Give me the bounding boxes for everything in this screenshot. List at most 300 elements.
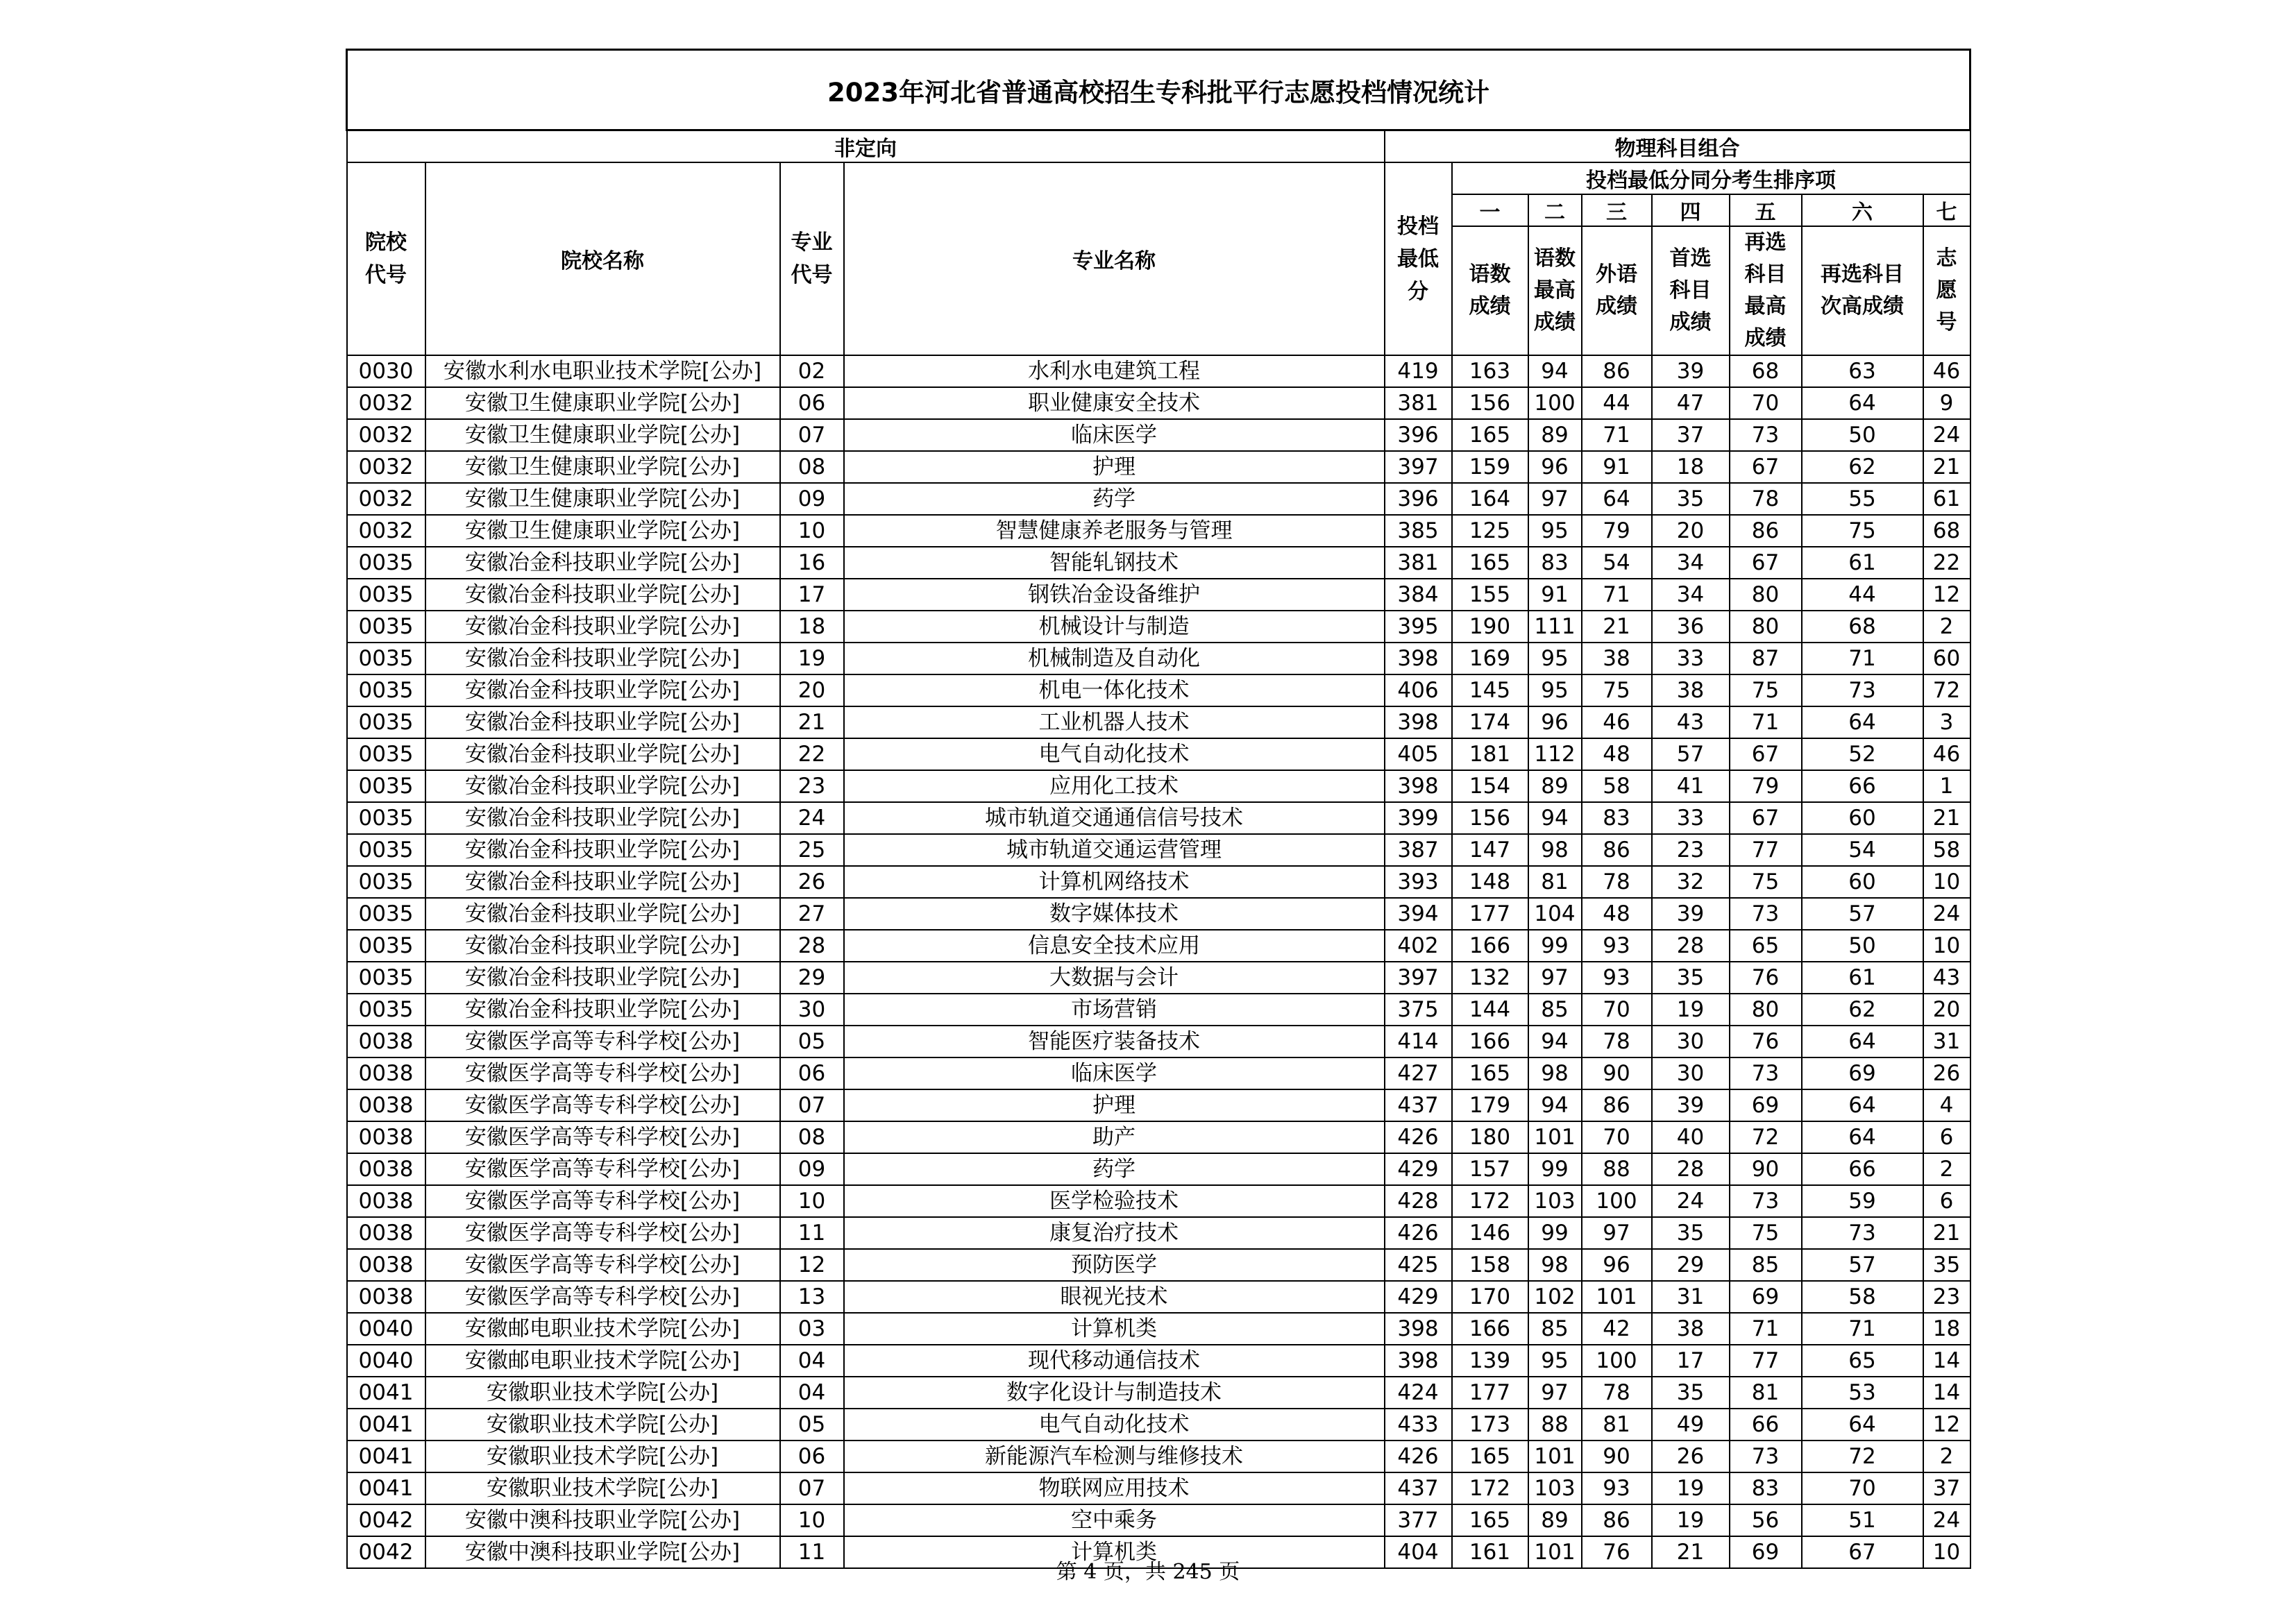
cell-first-subject: 17	[1652, 1345, 1730, 1377]
cell-min-score: 426	[1385, 1121, 1452, 1153]
cell-major-code: 23	[780, 770, 844, 802]
cell-min-score: 437	[1385, 1089, 1452, 1121]
table-row	[347, 483, 1970, 515]
rank-header-5: 五	[1730, 194, 1802, 226]
cell-foreign-language: 88	[1582, 1153, 1652, 1185]
cell-school-code: 0041	[347, 1409, 425, 1441]
cell-min-score: 387	[1385, 834, 1452, 866]
cell-reselect-max: 68	[1730, 355, 1802, 387]
cell-major-code: 25	[780, 834, 844, 866]
cell-reselect-second: 44	[1802, 579, 1923, 611]
cell-major-code: 07	[780, 419, 844, 451]
cell-foreign-language: 58	[1582, 770, 1652, 802]
cell-reselect-second: 50	[1802, 419, 1923, 451]
cell-chinese-math: 172	[1452, 1185, 1528, 1217]
cell-major-name: 药学	[844, 483, 1385, 515]
table-row	[347, 419, 1970, 451]
cell-preference-no: 72	[1923, 674, 1970, 706]
cell-school-code: 0030	[347, 355, 425, 387]
cell-chinese-math: 146	[1452, 1217, 1528, 1249]
cell-preference-no: 1	[1923, 770, 1970, 802]
cell-chinese-math-max: 98	[1528, 1057, 1582, 1089]
cell-school-name: 安徽冶金科技职业学院[公办]	[425, 579, 780, 611]
cell-school-name: 安徽卫生健康职业学院[公办]	[425, 451, 780, 483]
cell-chinese-math-max: 96	[1528, 706, 1582, 738]
cell-chinese-math: 165	[1452, 419, 1528, 451]
cell-reselect-second: 68	[1802, 611, 1923, 643]
cell-chinese-math-max: 98	[1528, 834, 1582, 866]
cell-reselect-second: 64	[1802, 706, 1923, 738]
cell-major-code: 06	[780, 387, 844, 419]
cell-chinese-math: 156	[1452, 387, 1528, 419]
cell-school-code: 0035	[347, 834, 425, 866]
cell-preference-no: 21	[1923, 1217, 1970, 1249]
cell-chinese-math-max: 94	[1528, 1026, 1582, 1057]
table-row	[347, 1472, 1970, 1504]
cell-foreign-language: 64	[1582, 483, 1652, 515]
cell-major-code: 26	[780, 866, 844, 898]
cell-reselect-max: 77	[1730, 1345, 1802, 1377]
cell-reselect-max: 75	[1730, 1217, 1802, 1249]
cell-major-name: 钢铁冶金设备维护	[844, 579, 1385, 611]
cell-first-subject: 31	[1652, 1281, 1730, 1313]
table-title: 2023年河北省普通高校招生专科批平行志愿投档情况统计	[347, 50, 1970, 130]
table-row	[347, 1089, 1970, 1121]
cell-first-subject: 37	[1652, 419, 1730, 451]
cell-preference-no: 58	[1923, 834, 1970, 866]
cell-reselect-max: 78	[1730, 483, 1802, 515]
cell-chinese-math-max: 81	[1528, 866, 1582, 898]
cell-foreign-language: 86	[1582, 1089, 1652, 1121]
cell-chinese-math: 180	[1452, 1121, 1528, 1153]
cell-major-name: 电气自动化技术	[844, 1409, 1385, 1441]
cell-school-name: 安徽医学高等专科学校[公办]	[425, 1249, 780, 1281]
cell-school-name: 安徽冶金科技职业学院[公办]	[425, 962, 780, 994]
table-row	[347, 834, 1970, 866]
cell-major-name: 电气自动化技术	[844, 738, 1385, 770]
cell-foreign-language: 46	[1582, 706, 1652, 738]
cell-min-score: 398	[1385, 706, 1452, 738]
cell-foreign-language: 76	[1582, 1536, 1652, 1568]
cell-min-score: 427	[1385, 1057, 1452, 1089]
cell-school-code: 0038	[347, 1026, 425, 1057]
cell-reselect-second: 62	[1802, 451, 1923, 483]
admission-table	[346, 49, 1971, 1569]
cell-school-code: 0032	[347, 515, 425, 547]
cell-major-code: 17	[780, 579, 844, 611]
table-row	[347, 1313, 1970, 1345]
cell-reselect-max: 65	[1730, 930, 1802, 962]
rank-header-6: 六	[1802, 194, 1923, 226]
cell-min-score: 399	[1385, 802, 1452, 834]
cell-major-name: 信息安全技术应用	[844, 930, 1385, 962]
cell-foreign-language: 54	[1582, 547, 1652, 579]
cell-school-name: 安徽冶金科技职业学院[公办]	[425, 834, 780, 866]
cell-chinese-math-max: 101	[1528, 1121, 1582, 1153]
cell-major-code: 30	[780, 994, 844, 1026]
cell-chinese-math-max: 91	[1528, 579, 1582, 611]
cell-first-subject: 36	[1652, 611, 1730, 643]
cell-min-score: 429	[1385, 1281, 1452, 1313]
cell-major-name: 临床医学	[844, 419, 1385, 451]
cell-reselect-max: 83	[1730, 1472, 1802, 1504]
cell-preference-no: 43	[1923, 962, 1970, 994]
cell-first-subject: 35	[1652, 1217, 1730, 1249]
table-row	[347, 387, 1970, 419]
cell-school-code: 0038	[347, 1281, 425, 1313]
table-row	[347, 1057, 1970, 1089]
cell-foreign-language: 100	[1582, 1185, 1652, 1217]
rank-header-2: 二	[1528, 194, 1582, 226]
cell-school-code: 0042	[347, 1504, 425, 1536]
cell-reselect-second: 72	[1802, 1441, 1923, 1472]
cell-reselect-second: 73	[1802, 674, 1923, 706]
cell-preference-no: 10	[1923, 1536, 1970, 1568]
cell-reselect-max: 72	[1730, 1121, 1802, 1153]
cell-chinese-math: 144	[1452, 994, 1528, 1026]
cell-preference-no: 12	[1923, 1409, 1970, 1441]
cell-major-code: 16	[780, 547, 844, 579]
cell-school-name: 安徽冶金科技职业学院[公办]	[425, 770, 780, 802]
cell-min-score: 397	[1385, 962, 1452, 994]
cell-reselect-max: 70	[1730, 387, 1802, 419]
cell-chinese-math: 156	[1452, 802, 1528, 834]
table-row	[347, 674, 1970, 706]
cell-preference-no: 6	[1923, 1121, 1970, 1153]
cell-school-code: 0038	[347, 1185, 425, 1217]
cell-chinese-math-max: 94	[1528, 1089, 1582, 1121]
cell-school-name: 安徽冶金科技职业学院[公办]	[425, 547, 780, 579]
table-row	[347, 994, 1970, 1026]
cell-reselect-second: 58	[1802, 1281, 1923, 1313]
table-row	[347, 1121, 1970, 1153]
cell-min-score: 426	[1385, 1441, 1452, 1472]
cell-first-subject: 19	[1652, 1472, 1730, 1504]
cell-chinese-math-max: 99	[1528, 1153, 1582, 1185]
cell-school-name: 安徽医学高等专科学校[公办]	[425, 1153, 780, 1185]
cell-school-code: 0035	[347, 706, 425, 738]
cell-foreign-language: 83	[1582, 802, 1652, 834]
cell-school-code: 0035	[347, 770, 425, 802]
cell-chinese-math-max: 112	[1528, 738, 1582, 770]
cell-preference-no: 10	[1923, 866, 1970, 898]
col-header-reselect-second: 再选科目次高成绩	[1802, 226, 1923, 355]
cell-preference-no: 31	[1923, 1026, 1970, 1057]
cell-major-code: 06	[780, 1057, 844, 1089]
cell-preference-no: 68	[1923, 515, 1970, 547]
cell-chinese-math: 170	[1452, 1281, 1528, 1313]
col-header-chinese-math: 语数成绩	[1452, 226, 1528, 355]
cell-chinese-math: 163	[1452, 355, 1528, 387]
cell-school-name: 安徽冶金科技职业学院[公办]	[425, 611, 780, 643]
cell-chinese-math-max: 94	[1528, 355, 1582, 387]
cell-reselect-second: 60	[1802, 866, 1923, 898]
cell-chinese-math-max: 97	[1528, 962, 1582, 994]
cell-preference-no: 14	[1923, 1345, 1970, 1377]
cell-major-name: 智能轧钢技术	[844, 547, 1385, 579]
cell-preference-no: 37	[1923, 1472, 1970, 1504]
cell-chinese-math-max: 97	[1528, 1377, 1582, 1409]
cell-school-name: 安徽冶金科技职业学院[公办]	[425, 866, 780, 898]
cell-min-score: 395	[1385, 611, 1452, 643]
cell-major-name: 机械制造及自动化	[844, 643, 1385, 674]
cell-foreign-language: 70	[1582, 994, 1652, 1026]
cell-school-name: 安徽冶金科技职业学院[公办]	[425, 930, 780, 962]
col-header-school-code: 院校代号	[347, 162, 425, 355]
cell-first-subject: 35	[1652, 962, 1730, 994]
cell-school-name: 安徽医学高等专科学校[公办]	[425, 1121, 780, 1153]
col-header-reselect-max: 再选科目最高成绩	[1730, 226, 1802, 355]
cell-chinese-math: 181	[1452, 738, 1528, 770]
cell-reselect-second: 64	[1802, 1089, 1923, 1121]
cell-major-code: 07	[780, 1089, 844, 1121]
cell-school-code: 0041	[347, 1377, 425, 1409]
cell-major-code: 18	[780, 611, 844, 643]
table-row	[347, 355, 1970, 387]
cell-chinese-math: 166	[1452, 1313, 1528, 1345]
cell-reselect-second: 69	[1802, 1057, 1923, 1089]
cell-foreign-language: 81	[1582, 1409, 1652, 1441]
cell-school-code: 0038	[347, 1089, 425, 1121]
cell-major-name: 计算机类	[844, 1313, 1385, 1345]
cell-school-name: 安徽冶金科技职业学院[公办]	[425, 994, 780, 1026]
cell-chinese-math-max: 103	[1528, 1472, 1582, 1504]
cell-preference-no: 2	[1923, 1153, 1970, 1185]
cell-school-code: 0040	[347, 1313, 425, 1345]
cell-preference-no: 26	[1923, 1057, 1970, 1089]
cell-major-name: 护理	[844, 1089, 1385, 1121]
cell-reselect-max: 80	[1730, 994, 1802, 1026]
cell-preference-no: 61	[1923, 483, 1970, 515]
cell-school-code: 0032	[347, 387, 425, 419]
cell-min-score: 419	[1385, 355, 1452, 387]
cell-preference-no: 18	[1923, 1313, 1970, 1345]
cell-foreign-language: 71	[1582, 419, 1652, 451]
cell-min-score: 402	[1385, 930, 1452, 962]
cell-preference-no: 2	[1923, 1441, 1970, 1472]
cell-chinese-math: 139	[1452, 1345, 1528, 1377]
cell-chinese-math: 159	[1452, 451, 1528, 483]
cell-min-score: 429	[1385, 1153, 1452, 1185]
cell-school-name: 安徽冶金科技职业学院[公办]	[425, 898, 780, 930]
cell-reselect-max: 80	[1730, 611, 1802, 643]
group-header-orientation: 非定向	[347, 130, 1385, 163]
cell-reselect-max: 73	[1730, 419, 1802, 451]
cell-reselect-second: 60	[1802, 802, 1923, 834]
cell-reselect-max: 67	[1730, 802, 1802, 834]
cell-preference-no: 6	[1923, 1185, 1970, 1217]
cell-school-name: 安徽卫生健康职业学院[公办]	[425, 387, 780, 419]
cell-major-name: 机械设计与制造	[844, 611, 1385, 643]
cell-min-score: 424	[1385, 1377, 1452, 1409]
cell-foreign-language: 90	[1582, 1441, 1652, 1472]
cell-major-name: 机电一体化技术	[844, 674, 1385, 706]
table-row	[347, 866, 1970, 898]
cell-reselect-max: 66	[1730, 1409, 1802, 1441]
cell-major-code: 12	[780, 1249, 844, 1281]
table-row	[347, 1153, 1970, 1185]
cell-chinese-math: 132	[1452, 962, 1528, 994]
cell-school-name: 安徽中澳科技职业学院[公办]	[425, 1536, 780, 1568]
cell-preference-no: 14	[1923, 1377, 1970, 1409]
cell-major-name: 智能医疗装备技术	[844, 1026, 1385, 1057]
cell-foreign-language: 93	[1582, 1472, 1652, 1504]
cell-major-name: 应用化工技术	[844, 770, 1385, 802]
cell-reselect-second: 53	[1802, 1377, 1923, 1409]
rank-header-1: 一	[1452, 194, 1528, 226]
table-row	[347, 1504, 1970, 1536]
cell-foreign-language: 70	[1582, 1121, 1652, 1153]
rank-header-3: 三	[1582, 194, 1652, 226]
cell-major-name: 大数据与会计	[844, 962, 1385, 994]
cell-school-code: 0035	[347, 898, 425, 930]
cell-major-code: 11	[780, 1217, 844, 1249]
cell-chinese-math-max: 95	[1528, 643, 1582, 674]
cell-reselect-second: 64	[1802, 1409, 1923, 1441]
cell-major-name: 市场营销	[844, 994, 1385, 1026]
cell-school-code: 0035	[347, 611, 425, 643]
cell-major-code: 05	[780, 1026, 844, 1057]
table-row	[347, 1409, 1970, 1441]
cell-school-name: 安徽冶金科技职业学院[公办]	[425, 738, 780, 770]
cell-foreign-language: 86	[1582, 355, 1652, 387]
cell-school-code: 0032	[347, 483, 425, 515]
cell-min-score: 414	[1385, 1026, 1452, 1057]
cell-school-name: 安徽职业技术学院[公办]	[425, 1472, 780, 1504]
cell-chinese-math: 166	[1452, 1026, 1528, 1057]
cell-min-score: 404	[1385, 1536, 1452, 1568]
cell-reselect-max: 69	[1730, 1281, 1802, 1313]
cell-first-subject: 35	[1652, 483, 1730, 515]
cell-reselect-max: 71	[1730, 1313, 1802, 1345]
cell-preference-no: 4	[1923, 1089, 1970, 1121]
cell-first-subject: 40	[1652, 1121, 1730, 1153]
cell-reselect-second: 59	[1802, 1185, 1923, 1217]
cell-min-score: 397	[1385, 451, 1452, 483]
cell-school-name: 安徽水利水电职业技术学院[公办]	[425, 355, 780, 387]
cell-foreign-language: 101	[1582, 1281, 1652, 1313]
cell-reselect-second: 71	[1802, 1313, 1923, 1345]
cell-school-name: 安徽医学高等专科学校[公办]	[425, 1281, 780, 1313]
cell-foreign-language: 79	[1582, 515, 1652, 547]
cell-preference-no: 35	[1923, 1249, 1970, 1281]
cell-reselect-second: 62	[1802, 994, 1923, 1026]
cell-min-score: 396	[1385, 419, 1452, 451]
cell-school-code: 0035	[347, 962, 425, 994]
cell-reselect-second: 67	[1802, 1536, 1923, 1568]
cell-chinese-math-max: 96	[1528, 451, 1582, 483]
cell-first-subject: 26	[1652, 1441, 1730, 1472]
cell-reselect-second: 54	[1802, 834, 1923, 866]
table-row	[347, 898, 1970, 930]
cell-school-name: 安徽邮电职业技术学院[公办]	[425, 1313, 780, 1345]
cell-school-code: 0032	[347, 451, 425, 483]
table-row	[347, 770, 1970, 802]
table-row	[347, 547, 1970, 579]
cell-reselect-second: 51	[1802, 1504, 1923, 1536]
cell-major-name: 职业健康安全技术	[844, 387, 1385, 419]
cell-chinese-math-max: 89	[1528, 770, 1582, 802]
cell-major-name: 数字媒体技术	[844, 898, 1385, 930]
table-row	[347, 611, 1970, 643]
cell-first-subject: 38	[1652, 1313, 1730, 1345]
cell-major-code: 11	[780, 1536, 844, 1568]
cell-min-score: 384	[1385, 579, 1452, 611]
cell-chinese-math: 148	[1452, 866, 1528, 898]
cell-min-score: 437	[1385, 1472, 1452, 1504]
table-row	[347, 451, 1970, 483]
cell-preference-no: 3	[1923, 706, 1970, 738]
cell-foreign-language: 93	[1582, 930, 1652, 962]
cell-first-subject: 49	[1652, 1409, 1730, 1441]
cell-major-name: 数字化设计与制造技术	[844, 1377, 1385, 1409]
cell-school-code: 0042	[347, 1536, 425, 1568]
cell-major-name: 计算机网络技术	[844, 866, 1385, 898]
table-row	[347, 802, 1970, 834]
admission-table-sheet	[346, 49, 1971, 1569]
cell-school-code: 0038	[347, 1121, 425, 1153]
tie-break-header: 投档最低分同分考生排序项	[1452, 162, 1970, 194]
cell-foreign-language: 86	[1582, 834, 1652, 866]
cell-major-code: 10	[780, 1504, 844, 1536]
table-row	[347, 1026, 1970, 1057]
cell-major-code: 20	[780, 674, 844, 706]
cell-reselect-max: 67	[1730, 547, 1802, 579]
cell-preference-no: 21	[1923, 802, 1970, 834]
cell-major-name: 工业机器人技术	[844, 706, 1385, 738]
cell-major-name: 护理	[844, 451, 1385, 483]
cell-reselect-max: 76	[1730, 962, 1802, 994]
cell-major-code: 04	[780, 1377, 844, 1409]
cell-reselect-second: 65	[1802, 1345, 1923, 1377]
cell-reselect-second: 64	[1802, 1026, 1923, 1057]
cell-preference-no: 22	[1923, 547, 1970, 579]
cell-foreign-language: 91	[1582, 451, 1652, 483]
cell-chinese-math-max: 100	[1528, 387, 1582, 419]
cell-reselect-max: 73	[1730, 898, 1802, 930]
cell-foreign-language: 86	[1582, 1504, 1652, 1536]
cell-school-code: 0038	[347, 1249, 425, 1281]
cell-reselect-second: 57	[1802, 898, 1923, 930]
cell-foreign-language: 78	[1582, 866, 1652, 898]
cell-reselect-second: 64	[1802, 1121, 1923, 1153]
cell-first-subject: 32	[1652, 866, 1730, 898]
cell-reselect-second: 55	[1802, 483, 1923, 515]
cell-reselect-second: 66	[1802, 770, 1923, 802]
cell-preference-no: 12	[1923, 579, 1970, 611]
cell-major-name: 助产	[844, 1121, 1385, 1153]
cell-preference-no: 23	[1923, 1281, 1970, 1313]
cell-school-name: 安徽冶金科技职业学院[公办]	[425, 643, 780, 674]
cell-chinese-math: 154	[1452, 770, 1528, 802]
cell-chinese-math-max: 83	[1528, 547, 1582, 579]
cell-preference-no: 2	[1923, 611, 1970, 643]
cell-foreign-language: 21	[1582, 611, 1652, 643]
cell-chinese-math: 190	[1452, 611, 1528, 643]
col-header-preference-no: 志愿号	[1923, 226, 1970, 355]
cell-chinese-math-max: 89	[1528, 419, 1582, 451]
cell-reselect-max: 73	[1730, 1185, 1802, 1217]
cell-min-score: 425	[1385, 1249, 1452, 1281]
cell-preference-no: 20	[1923, 994, 1970, 1026]
cell-reselect-max: 81	[1730, 1377, 1802, 1409]
cell-foreign-language: 42	[1582, 1313, 1652, 1345]
cell-first-subject: 39	[1652, 355, 1730, 387]
cell-min-score: 398	[1385, 1345, 1452, 1377]
cell-major-name: 计算机类	[844, 1536, 1385, 1568]
cell-chinese-math-max: 98	[1528, 1249, 1582, 1281]
cell-foreign-language: 71	[1582, 579, 1652, 611]
